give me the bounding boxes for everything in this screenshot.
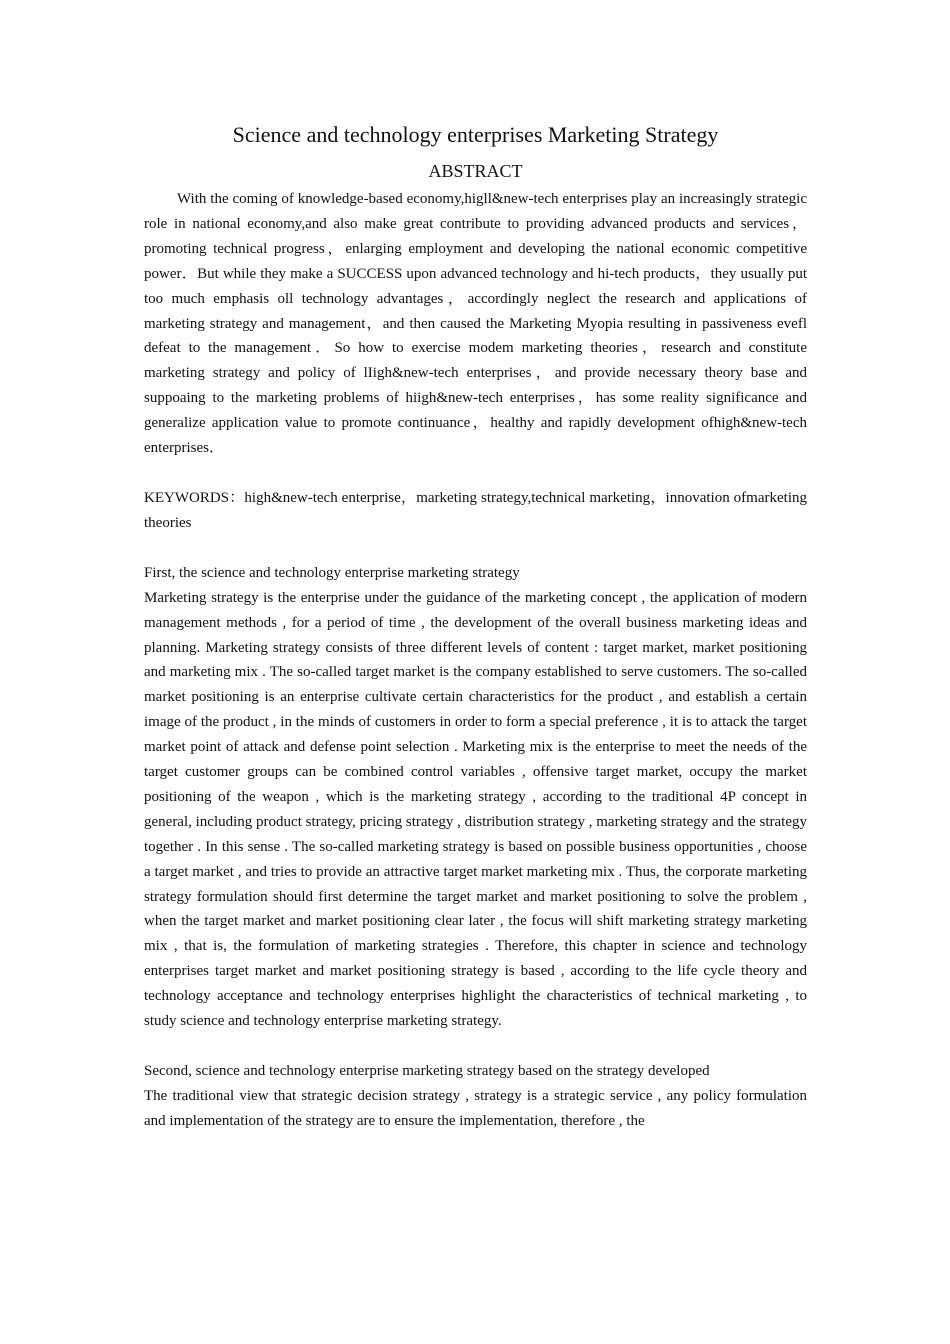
keywords-paragraph: KEYWORDS：high&new-tech enterprise，marketing strategy,technical marketing，innovation ofmarketing theories xyxy=(144,489,807,531)
section2-heading: Second, science and technology enterprise marketing strategy based on the strategy developed xyxy=(144,1063,710,1079)
abstract-paragraph: With the coming of knowledge-based economy,higll&new-tech enterprises play an increasingly strategic role in national economy,and also make great contribute to providing advanced products and services，promoting technical progress，enlarging employment and developing the national economic competitive power．But while they make a SUCCESS upon advanced technology and hi-tech products，they usually put too much emphasis oll technology advantages，accordingly neglect the research and applications of marketing strategy and management，and then caused the Marketing Myopia resulting in passiveness evefl defeat to the management．So how to exercise modem marketing theories，research and constitute marketing strategy and policy of lIigh&new-tech enterprises，and provide necessary theory base and suppoaing to the marketing problems of hiigh&new-tech enterprises，has some reality significance and generalize application value to promote continuance，healthy and rapidly development ofhigh&new-tech enterprises． xyxy=(144,191,807,457)
document-page xyxy=(144,118,807,1134)
spacer xyxy=(144,1034,807,1059)
spacer xyxy=(144,461,807,486)
abstract-heading: ABSTRACT xyxy=(428,161,523,181)
section1-paragraph: Marketing strategy is the enterprise under the guidance of the marketing concept , the application of modern management methods , for a period of time , the development of the overall business marketing ideas and planning. Marketing strategy consists of three different levels of content : target market, market positioning and marketing mix . The so-called target market is the company established to serve customers. The so-called market positioning is an enterprise cultivate certain characteristics for the product , and establish a certain image of the product , in the minds of customers in order to form a special preference , it is to attack the target market point of attack and defense point selection . Marketing mix is the enterprise to meet the needs of the target customer groups can be combined control variables , offensive target market, occupy the market positioning of the weapon , which is the marketing strategy , according to the traditional 4P concept in general, including product strategy, pricing strategy , distribution strategy , marketing strategy and the strategy together . In this sense . The so-called marketing strategy is based on possible business opportunities , choose a target market , and tries to provide an attractive target market marketing mix . Thus, the corporate marketing strategy formulation should first determine the target market and market positioning to solve the problem , when the target market and market positioning clear later , the focus will shift marketing strategy marketing mix , that is, the formulation of marketing strategies . Therefore, this chapter in science and technology enterprises target market and market positioning strategy is based , according to the life cycle theory and technology acceptance and technology enterprises highlight the characteristics of technical marketing , to study science and technology enterprise marketing strategy. xyxy=(144,589,808,1030)
section2-paragraph: The traditional view that strategic decision strategy , strategy is a strategic service , any policy formulation and implementation of the strategy are to ensure the implementation, therefore , the xyxy=(144,1087,807,1129)
document-title: Science and technology enterprises Marketing Strategy xyxy=(232,122,719,147)
spacer xyxy=(144,536,807,561)
section1-heading: First, the science and technology enterprise marketing strategy xyxy=(144,564,520,581)
